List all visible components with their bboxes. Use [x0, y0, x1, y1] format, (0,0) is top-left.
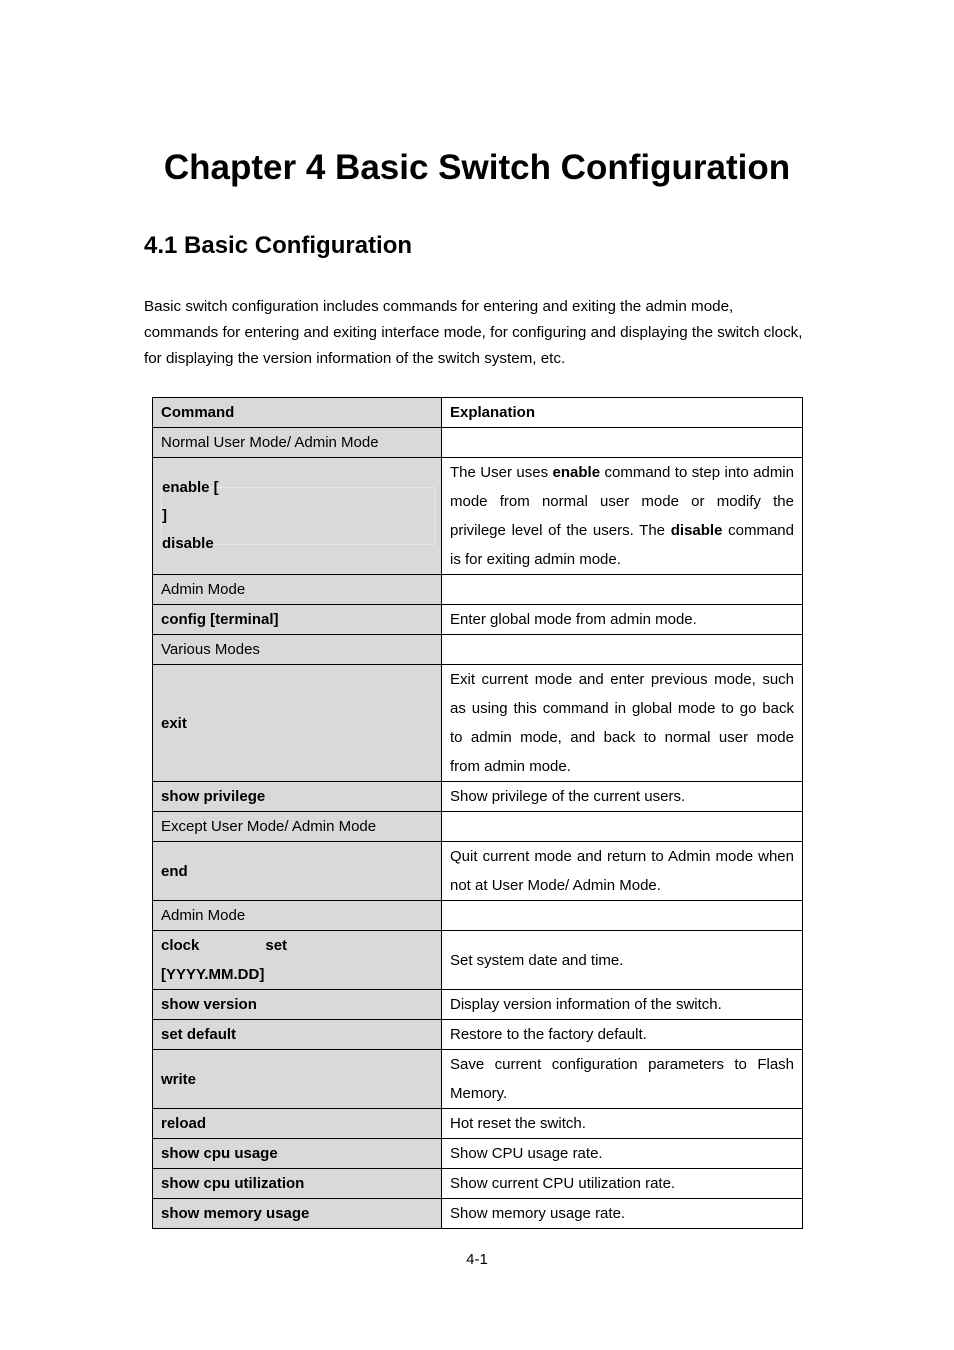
explanation-cell: Enter global mode from admin mode.: [442, 605, 803, 635]
explanation-cell: Save current configuration parameters to Flash Memory.: [442, 1050, 803, 1109]
explanation-cell: Show memory usage rate.: [442, 1199, 803, 1229]
mode-label: Admin Mode: [153, 575, 442, 605]
mode-label: Except User Mode/ Admin Mode: [153, 812, 442, 842]
explanation-cell: Set system date and time.: [442, 931, 803, 990]
table-row: [153, 1139, 803, 1169]
command-cell: exit: [153, 665, 442, 782]
table-header-row: [153, 398, 803, 428]
mode-label: Various Modes: [153, 635, 442, 665]
header-command: Command: [153, 398, 442, 428]
mode-row: [153, 901, 803, 931]
command-cell: show cpu utilization: [153, 1169, 442, 1199]
mode-empty-cell: [442, 575, 803, 605]
command-cell: end: [153, 842, 442, 901]
table-row: [153, 931, 803, 990]
mode-empty-cell: [442, 428, 803, 458]
mode-row: [153, 428, 803, 458]
explanation-cell: Show current CPU utilization rate.: [442, 1169, 803, 1199]
header-explanation: Explanation: [442, 398, 803, 428]
command-table: [152, 397, 803, 1229]
command-line: [YYYY.MM.DD]: [161, 966, 265, 983]
mode-label: Normal User Mode/ Admin Mode: [153, 428, 442, 458]
command-cell: [153, 931, 442, 990]
table-row: [153, 1050, 803, 1109]
chapter-title: Chapter 4 Basic Switch Configuration: [163, 148, 791, 187]
command-cell: reload: [153, 1109, 442, 1139]
enable-command-box: [161, 479, 435, 552]
command-cell: show cpu usage: [153, 1139, 442, 1169]
command-cell: config [terminal]: [153, 605, 442, 635]
page-number: 4-1: [466, 1251, 488, 1268]
command-cell: write: [153, 1050, 442, 1109]
mode-empty-cell: [442, 812, 803, 842]
command-line: enable [ ]: [162, 479, 219, 524]
table-row: [153, 458, 803, 575]
explanation-cell: Hot reset the switch.: [442, 1109, 803, 1139]
table-row: [153, 1199, 803, 1229]
explanation-cell: Restore to the factory default.: [442, 1020, 803, 1050]
table-row: [153, 990, 803, 1020]
table-row: [153, 1109, 803, 1139]
table-row: [153, 842, 803, 901]
command-line: clock set: [161, 937, 288, 954]
table-row: [153, 1169, 803, 1199]
mode-label: Admin Mode: [153, 901, 442, 931]
command-cell: [153, 458, 442, 575]
table-row: [153, 605, 803, 635]
mode-empty-cell: [442, 635, 803, 665]
command-cell: show memory usage: [153, 1199, 442, 1229]
explanation-cell: Show CPU usage rate.: [442, 1139, 803, 1169]
command-cell: show version: [153, 990, 442, 1020]
table-row: [153, 1020, 803, 1050]
explanation-cell: Exit current mode and enter previous mode, such as using this command in global mode to go back to admin mode, and back to normal user mode from admin mode.: [442, 665, 803, 782]
explanation-cell: Quit current mode and return to Admin mode when not at User Mode/ Admin Mode.: [442, 842, 803, 901]
explanation-cell: The User uses enable command to step into admin mode from normal user mode or modify the privilege level of the users. The disable command is for exiting admin mode.: [442, 458, 803, 575]
explanation-cell: Show privilege of the current users.: [442, 782, 803, 812]
table-row: [153, 782, 803, 812]
command-cell: show privilege: [153, 782, 442, 812]
table-row: [153, 665, 803, 782]
command-cell: set default: [153, 1020, 442, 1050]
mode-row: [153, 575, 803, 605]
mode-empty-cell: [442, 901, 803, 931]
command-line: disable: [162, 535, 214, 552]
mode-row: [153, 812, 803, 842]
section-title: 4.1 Basic Configuration: [144, 232, 413, 259]
explanation-cell: Display version information of the switch.: [442, 990, 803, 1020]
intro-paragraph: Basic switch configuration includes commands for entering and exiting the admin mode, commands for entering and exiting interface mode, for configuring and displaying the switch clock, for displaying the version information of the switch system, etc.: [144, 298, 803, 367]
mode-row: [153, 635, 803, 665]
